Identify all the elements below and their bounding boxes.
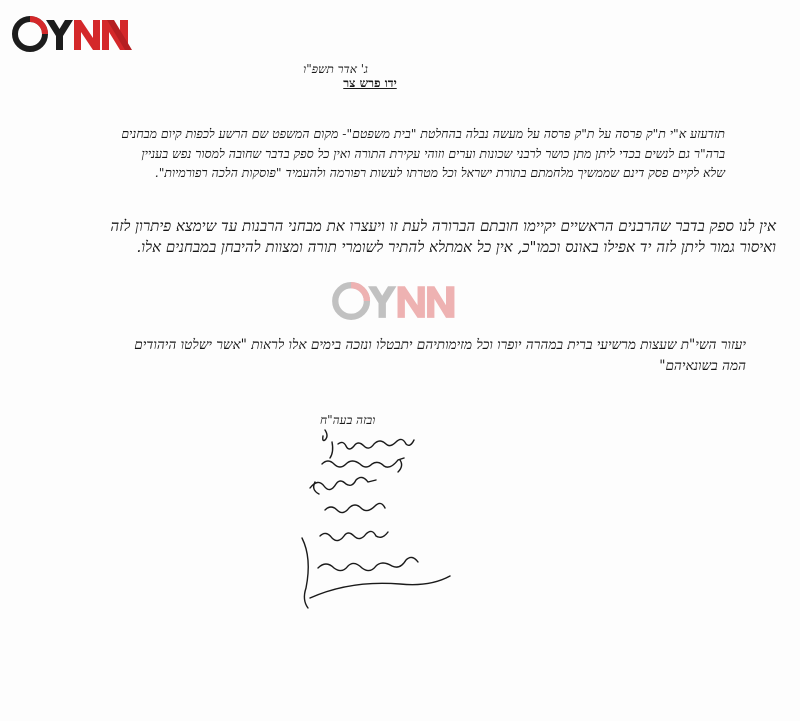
handwritten-signatures [280, 428, 470, 613]
site-logo[interactable] [10, 12, 138, 56]
letter-date: ג' אדר תשפ"ו [303, 62, 368, 76]
paragraph-2: אין לנו ספק בדבר שהרבנים הראשיים יקיימו חובתם הברורה לעת זו ויעצרו את מבחני הרבנות עד שימצא פיתרון לזה ואיסור גמור ליתן לזה יד אפילו באונס וכמו"כ, אין כל אמתלא להתיר לשומרי תורה ומצוות להיבחן במבחנים אלו. [110, 217, 776, 256]
paragraph-1: תזדעזע א"י ת"ק פרסה על ת"ק פרסה על מעשה נבלה בהחלטת "בית משפטם"- מקום המשפט שם הרשע לכפות קיום מבחנים ברה"ר גם לנשים בכדי ליתן מתן כושר לרבני שכונות וערים וזוהי עקירת התורה ואין כל ספק בדבר שחובה למסור נפש בעניין שלא לקיים פסק דינם שממשיך מלחמתם בתורת ישראל וכל מטרתו לעשות רפורמה ולהעמיד "פוסקות הלכה רפורמיות". [121, 126, 725, 180]
watermark-logo [330, 277, 465, 325]
closing-line: ובזה בעה"ח [320, 413, 376, 427]
paragraph-3: יעזור השי"ת שעצות מרשיעי ברית במהרה יופרו וכל מזימותיהם יתבטלו ונזכה בימים אלו לראות "אשר ישלטו היהודים המה בשונאיהם" [134, 337, 746, 374]
letter-heading: ידו פרש צר [343, 76, 397, 90]
